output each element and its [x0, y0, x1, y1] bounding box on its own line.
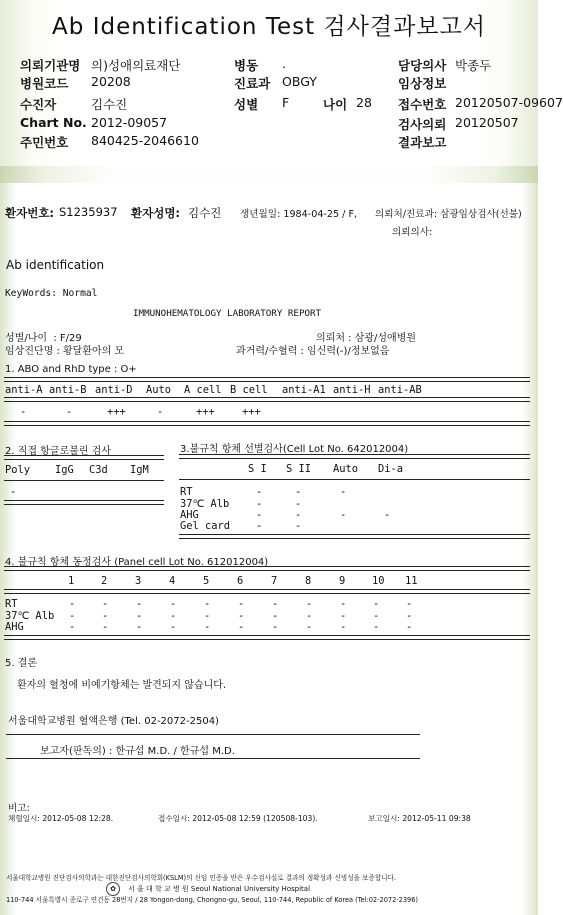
s3-title: 3.불규칙 항체 선별검사(Cell Lot No. 642012004) — [180, 444, 409, 455]
s2-h-c3d: C3d — [89, 464, 108, 476]
s3-cell: - — [256, 486, 263, 498]
s4-cell: - — [136, 621, 143, 633]
s4-cell: - — [373, 610, 380, 622]
patient-no: S1235937 — [59, 205, 118, 219]
divider-band — [0, 166, 538, 183]
s4-cell: - — [69, 610, 76, 622]
s3-bottom-rule — [179, 534, 530, 539]
s4-cell: - — [340, 598, 347, 610]
s4-cell: - — [238, 598, 245, 610]
s2-h-igg: IgG — [55, 464, 74, 476]
s3-cell: - — [256, 520, 263, 532]
s2-v-poly: - — [10, 486, 17, 498]
s4-cell: - — [69, 598, 76, 610]
s3-h-auto: Auto — [333, 463, 359, 475]
s1-title: 1. ABO and RhD type : O+ — [5, 364, 137, 375]
s1-h-anti-a: anti-A — [5, 384, 43, 396]
s3-cell: - — [340, 509, 347, 521]
s4-cell: - — [306, 598, 313, 610]
value-sex: F — [282, 95, 290, 110]
s4-cell: - — [204, 598, 211, 610]
s3-cell: - — [256, 509, 263, 521]
value-chart-no: 2012-09057 — [91, 115, 168, 130]
s4-top-rule — [4, 566, 530, 571]
s1-v-anti-b: - — [66, 406, 73, 418]
s2-title: 2. 직접 항글로불린 검사 — [5, 446, 112, 457]
s4-cell: - — [69, 621, 76, 633]
reporter-bottom-rule — [6, 758, 420, 759]
s3-row-label: RT — [180, 486, 193, 498]
s1-mid-rule — [4, 397, 530, 402]
hospital-logo-icon: ✿ — [106, 882, 120, 896]
s3-row-label: 37℃ Alb — [180, 498, 230, 510]
s3-h-si: S I — [248, 463, 267, 475]
s3-top-rule — [179, 454, 530, 459]
s4-cell: - — [406, 621, 413, 633]
s3-cell: - — [384, 509, 391, 521]
value-ward: . — [282, 56, 286, 71]
s3-row-label: AHG — [180, 509, 199, 521]
s4-cell: - — [406, 598, 413, 610]
s1-h-anti-d: anti-D — [95, 384, 133, 396]
label-chart-no: Chart No. — [20, 115, 87, 130]
keywords: KeyWords: Normal — [5, 288, 98, 299]
s1-v-anti-a: - — [20, 406, 27, 418]
s4-cell: - — [373, 621, 380, 633]
s2-h-igm: IgM — [130, 464, 149, 476]
s4-header-1: 1 — [68, 575, 75, 587]
value-doctor: 박종두 — [455, 58, 492, 73]
s1-h-anti-a1: anti-A1 — [282, 384, 326, 396]
s4-cell: - — [170, 610, 177, 622]
value-resident-no: 840425-2046610 — [91, 133, 199, 148]
report-header — [0, 0, 563, 166]
s4-cell: - — [170, 621, 177, 633]
report-time: 보고일시: 2012-05-11 09:38 — [368, 814, 471, 823]
s4-cell: - — [238, 610, 245, 622]
s4-cell: - — [272, 621, 279, 633]
patient-no-label: 환자번호: — [5, 206, 55, 220]
s4-cell: - — [272, 610, 279, 622]
s2-h-poly: Poly — [5, 464, 31, 476]
value-department: OBGY — [282, 74, 317, 89]
scanned-document — [0, 183, 538, 915]
conclusion: 환자의 혈청에 비예기항체는 발견되지 않습니다. — [17, 680, 227, 691]
label-request-date: 검사의뢰 — [398, 117, 447, 132]
reporter: 보고자(판독의) : 한규섭 M.D. / 한규섭 M.D. — [40, 746, 235, 757]
s4-row-label: AHG — [5, 621, 24, 633]
s3-cell: - — [295, 486, 302, 498]
sex-age: 성별/나이 : F/29 — [5, 333, 82, 344]
s4-title: 4. 불규칙 항체 동정검사 (Panel cell Lot No. 612012004) — [5, 557, 269, 568]
patient-name-label: 환자성명: — [131, 206, 181, 220]
s1-v-b-cell: +++ — [242, 406, 261, 418]
s1-h-auto: Auto — [146, 384, 172, 396]
blood-bank: 서울대학교병원 혈액은행 (Tel. 02-2072-2504) — [8, 716, 219, 727]
s4-cell: - — [306, 610, 313, 622]
s4-cell: - — [272, 598, 279, 610]
s4-header-7: 7 — [271, 575, 278, 587]
value-age: 28 — [356, 95, 372, 110]
label-resident-no: 주민번호 — [20, 135, 69, 150]
receive-time: 접수일시: 2012-05-08 12:59 (120508-103). — [158, 814, 318, 823]
s4-header-3: 3 — [135, 575, 142, 587]
label-patient: 수진자 — [20, 97, 57, 112]
s4-header-4: 4 — [169, 575, 176, 587]
s1-top-rule — [4, 377, 530, 382]
history: 과거력/수혈력 : 임신력(-)/정보없음 — [236, 346, 390, 357]
s5-title: 5. 결론 — [5, 658, 38, 669]
s4-header-5: 5 — [203, 575, 210, 587]
s2-top-rule — [4, 455, 164, 460]
footer-hospital: 서 울 대 학 교 병 원 Seoul National University Hospital — [128, 885, 311, 893]
s4-header-9: 9 — [339, 575, 346, 587]
note-label: 비고: — [8, 803, 30, 814]
s3-cell: - — [295, 520, 302, 532]
s4-row-label: 37℃ Alb — [5, 610, 55, 622]
s2-bottom-rule — [4, 500, 164, 505]
s1-bottom-rule — [4, 421, 530, 426]
s1-v-auto: - — [157, 406, 164, 418]
s4-cell: - — [406, 610, 413, 622]
value-hospital-code: 20208 — [91, 74, 131, 89]
s1-h-anti-h: anti-H — [333, 384, 371, 396]
label-ward: 병동 — [234, 58, 259, 73]
s4-cell: - — [340, 610, 347, 622]
label-department: 진료과 — [234, 76, 271, 91]
value-patient: 김수진 — [91, 97, 128, 112]
s3-mid-rule — [179, 479, 530, 480]
s4-mid-rule — [4, 589, 530, 594]
report-title: Ab Identification Test 검사결과보고서 — [52, 14, 486, 40]
collect-time: 채혈일시: 2012-05-08 12:28. — [8, 814, 114, 823]
footer-address: 110-744 서울특별시 종로구 연건동 28번지 / 28 Yongon-dong, Chongno-gu, Seoul, 110-744, Republic of Korea (Tel:02-2072-2396) — [6, 896, 419, 904]
s1-v-a-cell: +++ — [196, 406, 215, 418]
s4-header-11: 11 — [405, 575, 418, 587]
s4-cell: - — [373, 598, 380, 610]
s1-h-a-cell: A cell — [184, 384, 222, 396]
requester: 의뢰처 : 삼광/성애병원 — [316, 333, 417, 344]
clinical-diagnosis: 임상진단명 : 황달환아의 모 — [5, 346, 125, 357]
s4-cell: - — [102, 621, 109, 633]
label-sex: 성별 — [234, 97, 259, 112]
requesting-doctor: 의뢰의사: — [392, 227, 433, 238]
s4-header-6: 6 — [237, 575, 244, 587]
s3-cell: - — [256, 498, 263, 510]
label-institution: 의뢰기관명 — [20, 58, 81, 73]
s4-row-label: RT — [5, 598, 18, 610]
birth-date: 생년월일: 1984-04-25 / F, — [240, 209, 358, 220]
footer-certification: 서울대학교병원 진단검사의학과는 대한진단검사의학회(KSLM)의 신임 인증을 받은 우수검사실로 결과의 정확성과 신빙성을 보증합니다. — [6, 874, 397, 882]
s4-cell: - — [102, 598, 109, 610]
s4-header-2: 2 — [101, 575, 108, 587]
reporter-top-rule — [6, 734, 420, 735]
value-request-date: 20120507 — [455, 115, 519, 130]
label-receipt-no: 접수번호 — [398, 97, 447, 112]
s4-cell: - — [136, 610, 143, 622]
s4-cell: - — [204, 621, 211, 633]
s1-h-b-cell: B cell — [230, 384, 268, 396]
s3-h-di-a: Di-a — [378, 463, 404, 475]
label-result-report: 결과보고 — [398, 135, 447, 150]
s4-bottom-rule — [4, 635, 530, 640]
value-receipt-no: 20120507-09607 — [455, 95, 563, 110]
label-hospital-code: 병원코드 — [20, 76, 69, 91]
s1-h-anti-b: anti-B — [49, 384, 87, 396]
s2-mid-rule — [4, 480, 164, 481]
s3-h-sii: S II — [286, 463, 312, 475]
s3-row-label: Gel card — [180, 520, 231, 532]
s4-cell: - — [102, 610, 109, 622]
s4-cell: - — [306, 621, 313, 633]
s4-cell: - — [340, 621, 347, 633]
s1-h-anti-ab: anti-AB — [378, 384, 422, 396]
s4-cell: - — [204, 610, 211, 622]
label-clinical-info: 임상정보 — [398, 76, 447, 91]
patient-name: 김수진 — [188, 206, 222, 220]
s1-v-anti-d: +++ — [107, 406, 126, 418]
s3-cell: - — [340, 486, 347, 498]
label-doctor: 담당의사 — [398, 58, 447, 73]
lab-report-title: IMMUNOHEMATOLOGY LABORATORY REPORT — [133, 308, 322, 319]
s4-cell: - — [170, 598, 177, 610]
s4-cell: - — [238, 621, 245, 633]
section-title: Ab identification — [6, 258, 105, 272]
label-age: 나이 — [323, 97, 348, 112]
s3-cell: - — [295, 498, 302, 510]
value-institution: 의)성애의료재단 — [91, 58, 181, 73]
s4-header-8: 8 — [305, 575, 312, 587]
s4-header-10: 10 — [372, 575, 385, 587]
s4-cell: - — [136, 598, 143, 610]
s3-cell: - — [295, 509, 302, 521]
requesting-dept: 의뢰처/진료과: 삼광임상검사(선불) — [375, 209, 522, 220]
